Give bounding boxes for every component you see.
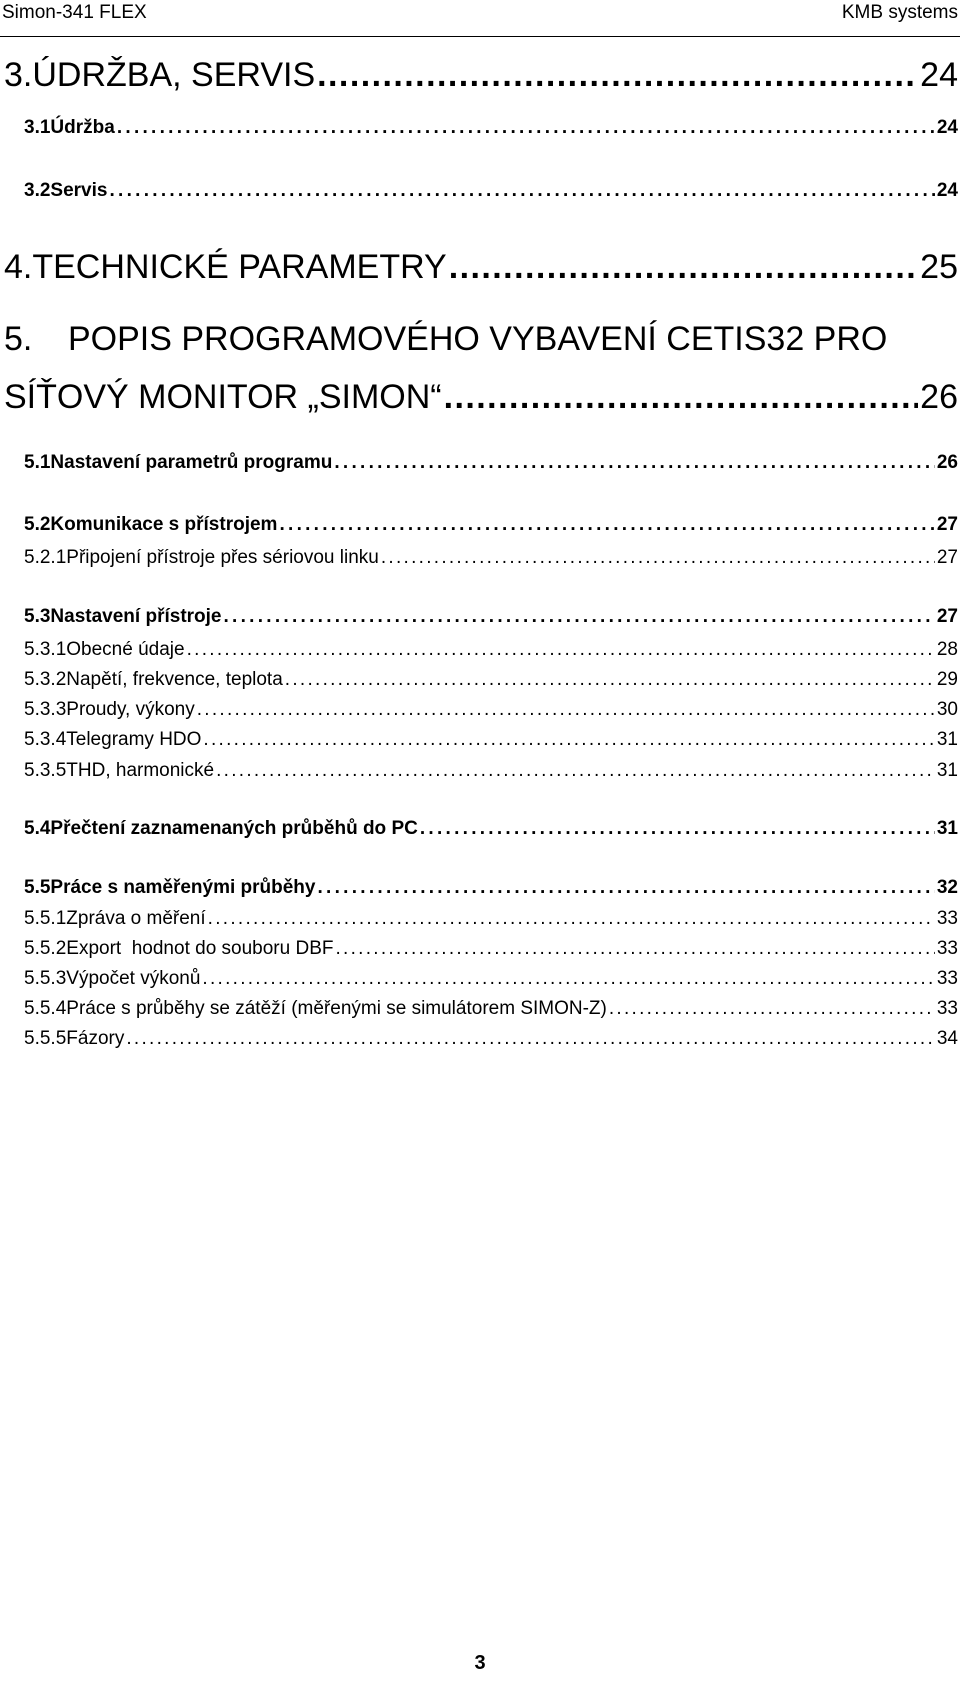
- toc-number: 5.4: [24, 818, 51, 839]
- toc-number: 5.5.5: [24, 1028, 67, 1049]
- toc-title: Práce s naměřenými průběhy: [50, 877, 316, 898]
- toc-leader: [279, 514, 934, 536]
- toc-entry-3-1[interactable]: [24, 117, 958, 139]
- toc-number: 5.2.1: [24, 547, 67, 568]
- toc-leader: [197, 699, 935, 721]
- toc-page: 30: [936, 699, 958, 720]
- toc-page: 31: [936, 818, 958, 839]
- toc-title-line1: POPIS PROGRAMOVÉHO VYBAVENÍ CETIS32 PRO: [68, 320, 888, 358]
- toc-page: 26: [936, 452, 958, 473]
- toc-title-line2: SÍŤOVÝ MONITOR „SIMON“: [4, 378, 442, 416]
- toc-title: Komunikace s přístrojem: [50, 514, 278, 535]
- toc-page: 33: [936, 908, 958, 929]
- toc-title: Nastavení přístroje: [50, 606, 222, 627]
- toc-entry-5-3-4[interactable]: [24, 729, 958, 751]
- toc-entry-3[interactable]: [4, 56, 958, 95]
- toc-page: 32: [936, 877, 958, 898]
- toc-number: 4.: [4, 248, 33, 286]
- toc-number: 5.5.2: [24, 938, 67, 959]
- toc-page: 34: [936, 1028, 958, 1049]
- toc-title: Údržba: [50, 117, 115, 138]
- toc-entry-5-5-3[interactable]: [24, 968, 958, 990]
- toc-page: 24: [936, 117, 958, 138]
- toc-number: 3.: [4, 56, 33, 94]
- toc-page: 27: [936, 547, 958, 568]
- toc-entry-5-4[interactable]: [24, 818, 958, 840]
- toc-entry-5-3[interactable]: [24, 606, 958, 628]
- toc-number: 5.3: [24, 606, 51, 627]
- toc-title: Obecné údaje: [66, 639, 185, 660]
- toc-title: Připojení přístroje přes sériovou linku: [66, 547, 379, 568]
- toc-title: Výpočet výkonů: [66, 968, 201, 989]
- toc-page: 33: [936, 998, 958, 1019]
- toc-page: 26: [920, 378, 958, 416]
- page-number: 3: [474, 1652, 486, 1674]
- toc-leader: [381, 547, 935, 569]
- toc-leader: [109, 180, 934, 202]
- toc-entry-5-5-1[interactable]: [24, 908, 958, 930]
- toc-number: 5.5.4: [24, 998, 67, 1019]
- toc-leader: [609, 998, 935, 1020]
- toc-title: Zpráva o měření: [66, 908, 206, 929]
- toc-title: TECHNICKÉ PARAMETRY: [32, 248, 447, 286]
- toc-entry-4[interactable]: [4, 248, 958, 287]
- toc-number: 5.5.3: [24, 968, 67, 989]
- toc-leader: [208, 908, 935, 930]
- toc-leader: [318, 877, 935, 899]
- toc-leader: [317, 56, 918, 95]
- toc-entry-5-3-3[interactable]: [24, 699, 958, 721]
- toc-number: 5.5: [24, 877, 51, 898]
- toc-leader: [202, 968, 934, 990]
- toc-page: 28: [936, 639, 958, 660]
- toc-title: Telegramy HDO: [66, 729, 202, 750]
- toc-number: 5.5.1: [24, 908, 67, 929]
- toc-number: 3.2: [24, 180, 51, 201]
- toc-page: 33: [936, 938, 958, 959]
- toc-number: 5.3.1: [24, 639, 67, 660]
- toc-page: 27: [936, 606, 958, 627]
- toc-number: 5.3.3: [24, 699, 67, 720]
- toc-entry-5-5-2[interactable]: [24, 938, 958, 960]
- toc-entry-5-line1: [4, 320, 958, 359]
- toc-entry-5-line2: [4, 378, 958, 417]
- toc-number: 5.1: [24, 452, 51, 473]
- toc-entry-3-2[interactable]: [24, 180, 958, 202]
- header-document-title: Simon-341 FLEX: [2, 2, 147, 23]
- toc-leader: [117, 117, 935, 139]
- toc-title: Přečtení zaznamenaných průběhů do PC: [50, 818, 418, 839]
- toc-number: 5.3.4: [24, 729, 67, 750]
- page-header: [0, 0, 960, 37]
- toc-entry-5-3-1[interactable]: [24, 639, 958, 661]
- toc-title: ÚDRŽBA, SERVIS: [32, 56, 316, 94]
- toc-title: Export hodnot do souboru DBF: [66, 938, 334, 959]
- toc-number: 5.3.5: [24, 760, 67, 781]
- toc-title: Servis: [50, 180, 108, 201]
- toc-entry-5-3-2[interactable]: [24, 669, 958, 691]
- toc-page: 31: [936, 729, 958, 750]
- toc-page: 24: [936, 180, 958, 201]
- toc-leader: [449, 248, 918, 287]
- toc-title: Napětí, frekvence, teplota: [66, 669, 283, 690]
- toc-entry-5-2-1[interactable]: [24, 547, 958, 569]
- toc-leader: [126, 1028, 935, 1050]
- toc-entry-5-3-5[interactable]: [24, 760, 958, 782]
- header-company: KMB systems: [841, 2, 958, 23]
- toc-number: 5.: [4, 320, 33, 358]
- toc-number: 5.2: [24, 514, 51, 535]
- toc-title: Práce s průběhy se zátěží (měřenými se simulátorem SIMON-Z): [66, 998, 607, 1019]
- toc-page: 27: [936, 514, 958, 535]
- toc-leader: [420, 818, 935, 840]
- toc-leader: [334, 452, 935, 474]
- toc-leader: [216, 760, 935, 782]
- toc-entry-5-2[interactable]: [24, 514, 958, 536]
- toc-leader: [285, 669, 935, 691]
- toc-leader: [444, 378, 919, 417]
- toc-leader: [203, 729, 934, 751]
- toc-number: 3.1: [24, 117, 51, 138]
- toc-number: 5.3.2: [24, 669, 67, 690]
- toc-leader: [187, 639, 935, 661]
- toc-page: 25: [920, 248, 958, 286]
- toc-entry-5-5-5[interactable]: [24, 1028, 958, 1050]
- toc-leader: [335, 938, 934, 960]
- toc-entry-5-1[interactable]: [24, 452, 958, 474]
- toc-page: 31: [936, 760, 958, 781]
- toc-title: Proudy, výkony: [66, 699, 195, 720]
- toc-title: Nastavení parametrů programu: [50, 452, 333, 473]
- toc-leader: [224, 606, 935, 628]
- toc-page: 29: [936, 669, 958, 690]
- toc-title: Fázory: [66, 1028, 125, 1049]
- toc-page: 33: [936, 968, 958, 989]
- toc-title: THD, harmonické: [66, 760, 215, 781]
- toc-page: 24: [920, 56, 958, 94]
- toc-entry-5-5-4[interactable]: [24, 998, 958, 1020]
- toc-entry-5-5[interactable]: [24, 877, 958, 899]
